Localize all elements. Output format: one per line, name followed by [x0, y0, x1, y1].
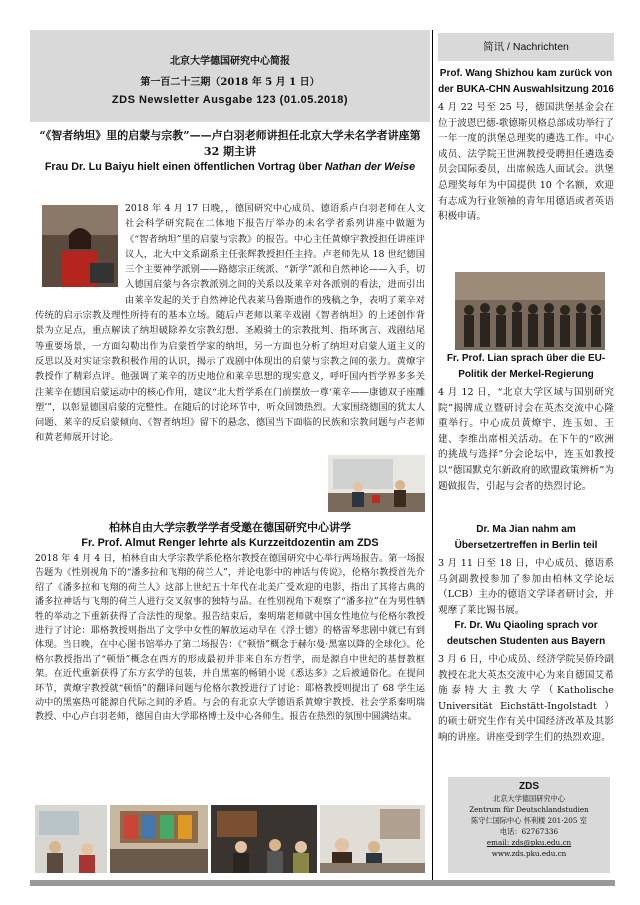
event-photo-3 [211, 805, 317, 873]
column-divider [432, 30, 433, 885]
news-item-body: 3 月 11 日至 18 日，中心成员、德语系马剑副教授参加了参加由柏林文学论坛（LCB）主办的德语文学译者研讨会，并观摩了莱比锡书展。 [438, 558, 614, 616]
header-issue-de: ZDS Newsletter Ausgabe 123 (01.05.2018) [111, 94, 349, 106]
zds-title: ZDS [519, 781, 539, 792]
article-title-de-work: Nathan der Weise [324, 161, 416, 173]
news-item-body: 3 月 6 日，中心成员、经济学院吴侨玲副教授在北大英杰交流中心为来自德国艾希施泰特大主教大学（Katholische Universität Eichstätt-Ingolstadt ）的硕士研究生作有关中国经济改革及其影响的讲座。讲座受到学生们的热烈欢迎。 [438, 654, 614, 743]
event-photos [35, 805, 425, 873]
news-item-title: Prof. Wang Shizhou kam zurück von der BUKA-CHN Auswahlsitzung 2016 [438, 68, 614, 95]
article-1-text: 2018 年 4 月 17 日晚，，德国研究中心成员、德语系卢白羽老师在人文社会科学研究院在二体地下报告厅举办的未名学者系列讲座中做题为《“智者纳坦”里的启蒙与宗教》的报告。中心主任黄燎宇教授担任讲座评议人，北大中文系副系主任张辉教授担任主持。卢老师先从 18 世纪德国三个主要神学派别——路德宗正统派、“新学”派和自然神论——入手，切入德国启蒙与各宗教派别之间的关系以及莱辛对各派别的看法，进而引出由莱辛发起的关于自然神论代表莱马鲁斯遗作的残稿之争，表明了莱辛对传统的启示宗教及理性所持有的基本立场。随后卢老师以莱辛戏剧《智者纳坦》的上述创作背景为立足点，重点解读了纳坦破除养女宗教幻想、圣殿骑士的宗教批判、指环寓言、戏剧结尾等重要场景，一方面勾勒出作为启蒙哲学家的纳坦，另一方面也分析了纳坦对启蒙人道主义的反思以及对实证宗教积极作用的认识，揭示了戏剧中体现出的启蒙与宗教之间的张力。黄燎宇教授作了精彩点评。他强调了莱辛的历史地位和莱辛思想的现实意义，呼吁国内哲学界多多关注莱辛在德国启蒙运动中的核心作用，建议“北大哲学系在门前摆放一尊‘莱辛——康德双子座雕塑’”，以彰显德国启蒙的完整性。在随后的讨论环节中，听众回馈热烈。大家围绕德国的犹太人问题、莱辛的反启蒙倾向、《智者纳坦》留下的悬念、德国当下面临的民族和宗教问题与卢老师和黄老师展开讨论。 [35, 203, 425, 444]
article-title-zh: “《智者纳坦》里的启蒙与宗教”——卢白羽老师讲担任北京大学未名学者讲座第 32 期主讲 [39, 129, 421, 158]
event-photo-2 [110, 805, 208, 873]
footer-band [30, 880, 615, 886]
newsletter-header [30, 30, 430, 122]
article-2-title-zh: 柏林自由大学宗教学学者受邀在德国研究中心讲学 [109, 521, 351, 534]
header-issue-zh: 第一百二十三期（2018 年 5 月 1 日） [140, 77, 320, 88]
event-photo-4 [320, 805, 425, 873]
article-title-de-text: Frau Dr. Lu Baiyu hielt einen öffentlichen Vortrag über [44, 161, 322, 173]
zds-website[interactable]: www.zds.pku.edu.cn [491, 849, 567, 858]
lecture-photo [328, 455, 425, 512]
news-item-3 [438, 522, 614, 618]
article-1 [35, 128, 425, 175]
news-item-4 [438, 618, 614, 746]
zds-contact-box [448, 777, 610, 873]
news-item-body: 4 月 22 号至 25 号，德国洪堡基金会在位于波恩巴德-歌德斯贝格总部成功举行了一年一度的洪堡总理奖的遴选工作。中心成员、法学院王世洲教授受聘担任遴选委员会国际委员，出席候选人面试会。洪堡总理奖每年为中国提供 10 个名额，欢迎有志成为行业领袖的青年用德语或者英语积极申请。 [438, 102, 614, 223]
news-item-title: Dr. Ma Jian nahm am Übersetzertreffen in Berlin teil [454, 524, 598, 551]
header-center-name: 北京大学德国研究中心简报 [170, 56, 290, 67]
news-item-2 [438, 351, 614, 494]
article-title-de [35, 160, 425, 175]
news-item-1 [438, 66, 614, 225]
zds-line: 陈守仁国际中心 怀利楼 201-205 室 [471, 816, 587, 825]
news-item-title: Fr. Dr. Wu Qiaoling sprach vor deutschen Studenten aus Bayern [446, 620, 606, 647]
news-tab-label: 简讯 / Nachrichten [438, 33, 614, 61]
zds-email[interactable]: email: zds@pku.edu.cn [486, 838, 572, 847]
zds-line: 电话：62767336 [499, 827, 559, 836]
article-2-title-de: Fr. Prof. Almut Renger lehrte als Kurzzeitdozentin am ZDS [81, 537, 379, 549]
event-photo-1 [35, 805, 107, 873]
group-photo [455, 272, 605, 350]
news-item-body: 4 月 12 日，“北京大学区域与国别研究院”揭牌成立暨研讨会在英杰交流中心隆重举行。中心成员黄燎宇、连玉如、王建、李维出席相关活动。在下午的“欧洲的挑战与选择”分会论坛中，连玉如教授以“德国默克尔新政府的欧盟政策辨析”为题做报告，引起与会者的热烈讨论。 [438, 387, 614, 492]
news-item-title: Fr. Prof. Lian sprach über die EU-Politik der Merkel-Regierung [446, 353, 606, 380]
article-2 [35, 520, 425, 551]
zds-line: 北京大学德国研究中心 [493, 794, 565, 803]
zds-line: Zentrum für Deutschlandstudien [469, 805, 589, 814]
article-2-body: 2018 年 4 月 4 日，柏林自由大学宗教学系伦格尔教授在德国研究中心举行两场报告。第一场报告题为《性别视角下的“潘多拉和飞翔的荷兰人”，并论电影中的神话与传说》，伦格尔教授首先介绍了《潘多拉和飞翔的荷兰人》这部上世纪五十年代在北美广受欢迎的电影，指出了其将古典的潘多拉神话与飞翔的荷兰人进行交叉叙事的独特与品。在性别视角下观察了“潘多拉”在为男性牺牲的举动之下重新获得了合法性的现象。报告结束后，秦明瑞老师就中国女性地位与伦格尔教授进行了讨论：耶格教授则指出了文学中女性的解放运动早在《浮士德》的格雷琴悲剧中就已有到体现。当日晚，在中心图书馆举办了第二场报告：《“顿悟”概念于赫尔曼·黑塞以降的全球化》。伦格尔教授指出了“顿悟”概念在西方的形成最初并非来自东方哲学，而是源自中世纪的基督教框架。在近代重新获得了东方玄学的包装，并自黑塞的畅销小说《悉达多》之后被通俗化。在提问环节，黄燎宇教授就“顿悟”的翻译问题与伦格尔教授进行了讨论：耶格教授则提出了 68 学生运动中的黑塞热可能源自代际之间的矛盾。与会的有北京大学德语系黄燎宇教授、社会学系秦明瑞教授、中心卢白羽老师，德国自由大学耶格博士及中心各师生。报告在热烈的氛围中圆满结束。 [35, 554, 425, 723]
